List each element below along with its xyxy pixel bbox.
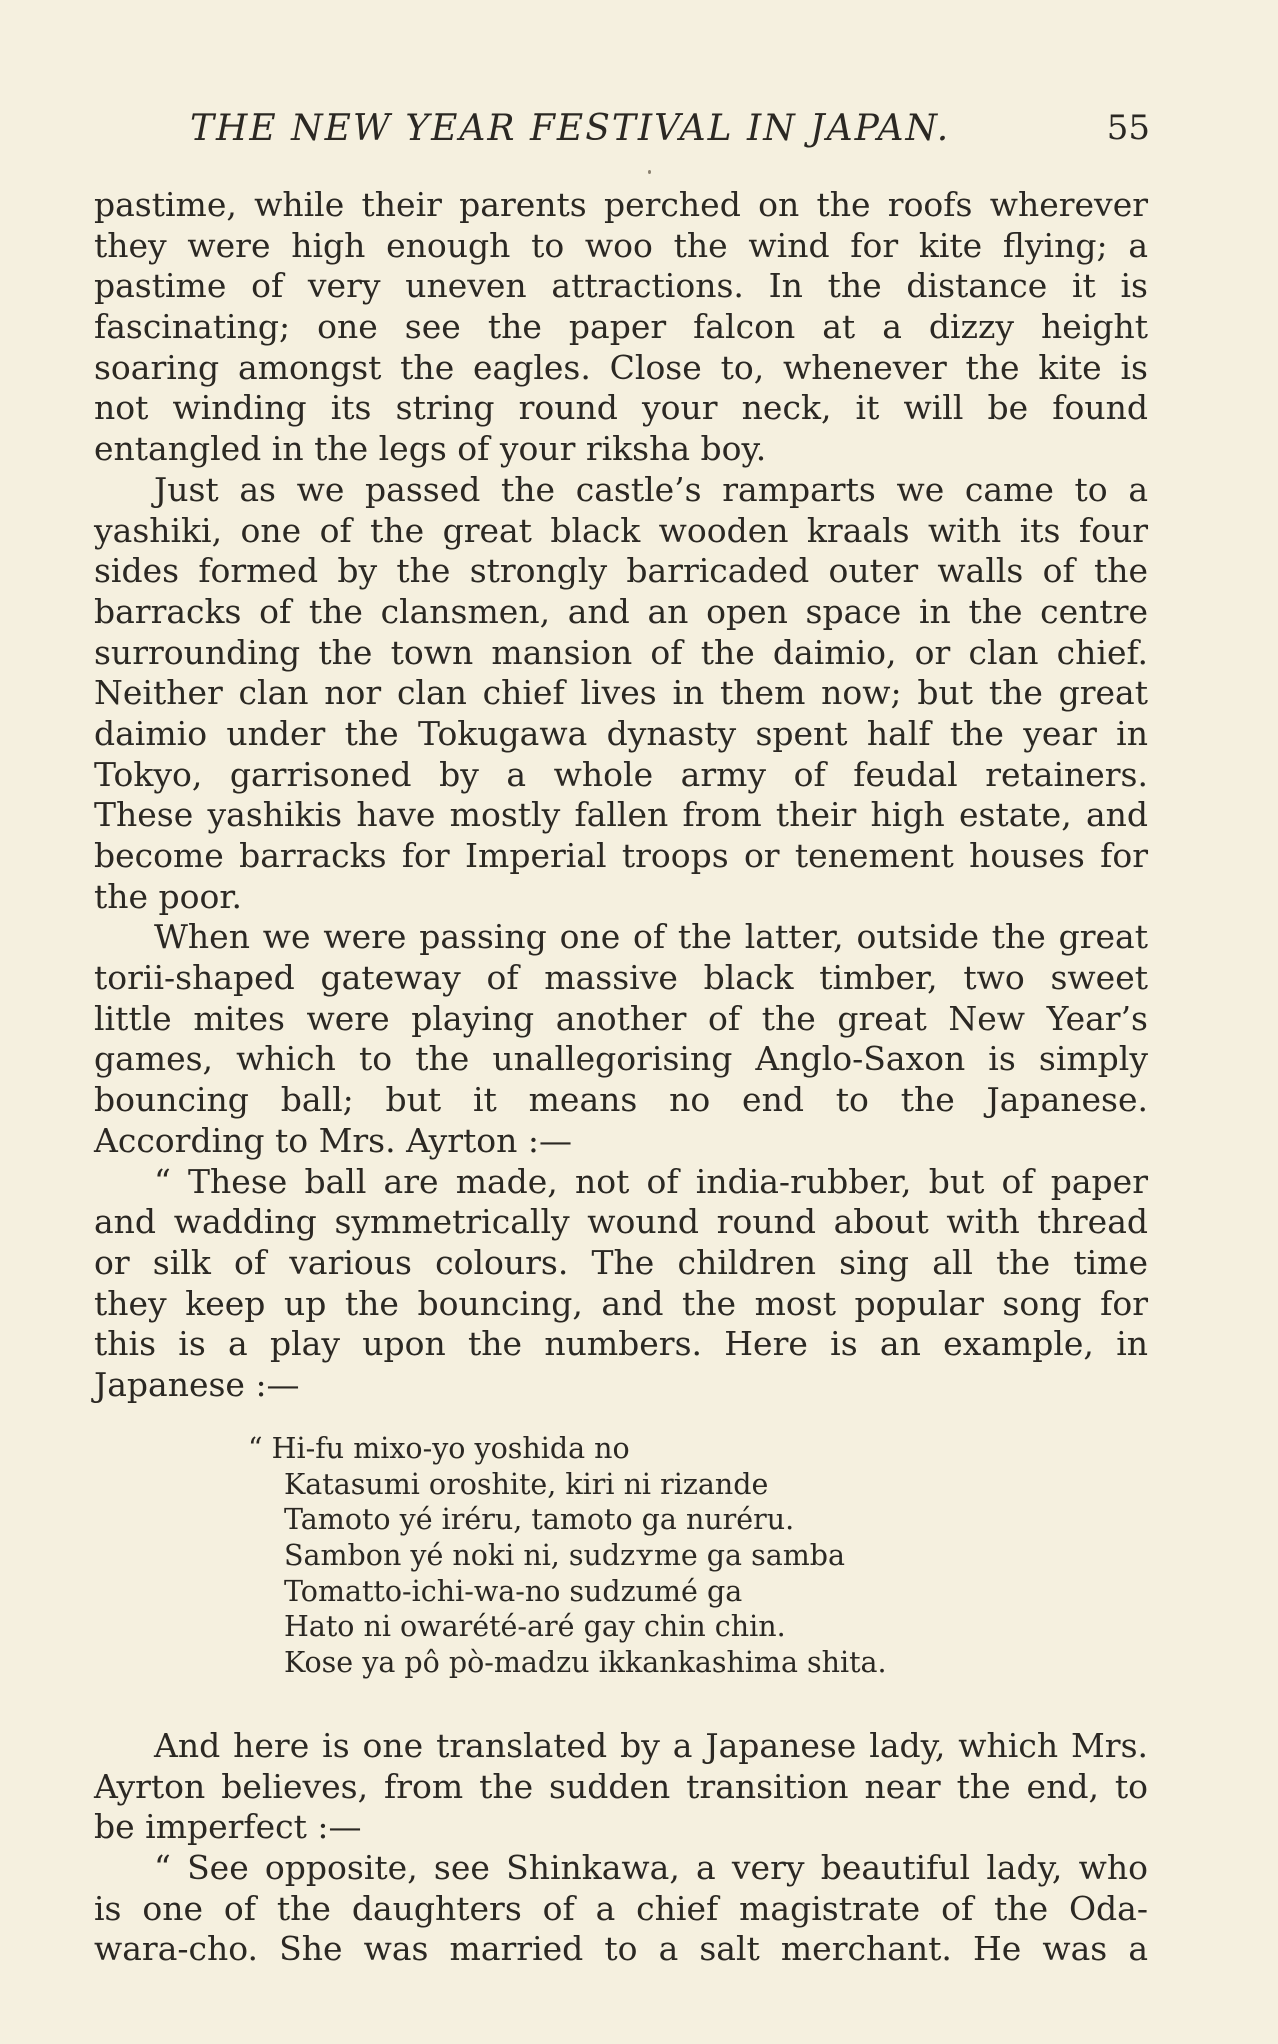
text-line: fascinating; one see the paper falcon at a dizzy height (94, 307, 1148, 347)
text-line: Japanese :— (94, 1364, 300, 1404)
text-line: surrounding the town mansion of the daimio, or clan chief. (94, 632, 1148, 672)
running-head (190, 108, 1150, 154)
text-line: they were high enough to woo the wind for kite flying; a (94, 225, 1148, 265)
text-line: pastime of very uneven attractions. In the distance it is (94, 266, 1148, 306)
text-line: Neither clan nor clan chief lives in them now; but the great (94, 673, 1148, 713)
text-line: they keep up the bouncing, and the most popular song for (94, 1283, 1148, 1323)
text-line: become barracks for Imperial troops or tenement houses for (94, 836, 1148, 875)
paragraph-start-line: When we were passing one of the latter, outside the great (154, 917, 1148, 957)
text-line: the poor. (94, 876, 243, 916)
text-line: torii-shaped gateway of massive black timber, two sweet (94, 958, 1148, 998)
paragraph-start-line: “ These ball are made, not of india-rubber, but of paper (154, 1161, 1148, 1201)
text-line: games, which to the unallegorising Anglo-Saxon is simply (94, 1039, 1148, 1079)
text-line: wara-cho. She was married to a salt merchant. He was a (94, 1929, 1148, 1969)
text-line: daimio under the Tokugawa dynasty spent half the year in (94, 713, 1148, 753)
text-line: little mites were playing another of the great New Year’s (94, 998, 1148, 1038)
text-line: pastime, while their parents perched on the roofs wherever (94, 185, 1148, 224)
verse-line: Katasumi oroshite, kiri ni rizande (284, 1467, 769, 1501)
verse-line: Hato ni owarété-aré gay chin chin. (284, 1610, 786, 1644)
verse-line: Kose ya pô pò-madzu ikkankashima shita. (284, 1646, 887, 1680)
verse-line: Tomatto-ichi-wa-no sudzumé ga (284, 1574, 743, 1608)
text-line: barracks of the clansmen, and an open space in the centre (94, 591, 1148, 631)
text-line: or silk of various colours. The children sing all the time (94, 1242, 1148, 1282)
text-line: and wadding symmetrically wound round about with thread (94, 1202, 1148, 1242)
text-line: be imperfect :— (94, 1807, 362, 1847)
text-line: soaring amongst the eagles. Close to, whenever the kite is (94, 347, 1148, 387)
verse-line: “ Hi-fu mixo-yo yoshida no (248, 1432, 630, 1465)
verse-block (248, 1431, 1048, 1681)
text-line: According to Mrs. Ayrton :— (94, 1120, 572, 1160)
text-line: this is a play upon the numbers. Here is an example, in (94, 1324, 1148, 1364)
paragraph-start-line: Just as we passed the castle’s ramparts we came to a (154, 469, 1148, 509)
text-line: Tokyo, garrisoned by a whole army of feudal retainers. (94, 754, 1148, 794)
text-line: sides formed by the strongly barricaded outer walls of the (94, 551, 1148, 591)
text-line: not winding its string round your neck, it will be found (94, 388, 1148, 428)
text-line: Ayrton believes, from the sudden transition near the end, to (94, 1766, 1148, 1806)
paragraph-start-line: And here is one translated by a Japanese lady, which Mrs. (154, 1726, 1148, 1765)
page-number: 55 (1106, 108, 1150, 148)
running-title: THE NEW YEAR FESTIVAL IN JAPAN. (190, 108, 951, 149)
verse-line: Sambon yé noki ni, sudzʏme ga samba (284, 1539, 845, 1573)
ink-speck (648, 170, 651, 174)
body-text-block (94, 185, 1148, 1406)
text-line: yashiki, one of the great black wooden kraals with its four (94, 510, 1148, 550)
body-text-block-2 (94, 1726, 1148, 1970)
verse-line: Tamoto yé iréru, tamoto ga nuréru. (284, 1503, 795, 1537)
paragraph-start-line: “ See opposite, see Shinkawa, a very beautiful lady, who (154, 1848, 1148, 1888)
text-line: These yashikis have mostly fallen from their high estate, and (94, 795, 1148, 835)
text-line: entangled in the legs of your riksha boy. (94, 429, 767, 469)
text-line: is one of the daughters of a chief magistrate of the Oda- (94, 1888, 1148, 1928)
text-line: bouncing ball; but it means no end to the Japanese. (94, 1080, 1148, 1120)
